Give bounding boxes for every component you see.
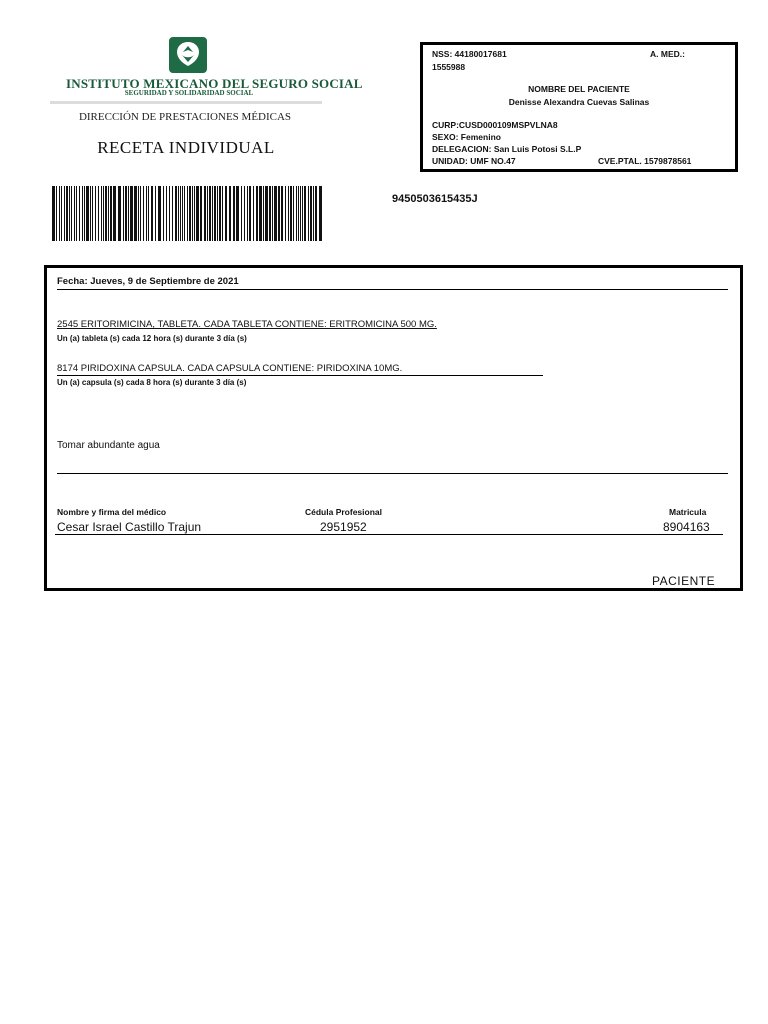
sexo-field: SEXO: Femenino — [432, 132, 501, 142]
barcode-bar — [82, 186, 83, 241]
medication-dose: Un (a) capsula (s) cada 8 hora (s) durante 3 día (s) — [57, 378, 247, 387]
barcode-bar — [265, 186, 268, 241]
barcode-bar — [64, 186, 65, 241]
barcode-bar — [296, 186, 297, 241]
barcode-bar — [302, 186, 303, 241]
barcode-bar — [66, 186, 68, 241]
a-med-label: A. MED.: — [650, 49, 685, 59]
barcode-bar — [143, 186, 144, 241]
patient-name: Denisse Alexandra Cuevas Salinas — [508, 97, 650, 107]
cve-ptal-field: CVE.PTAL. 1579878561 — [598, 156, 692, 166]
barcode-bar — [204, 186, 206, 241]
barcode-bar — [113, 186, 116, 241]
barcode-bar — [95, 186, 96, 241]
barcode-bar — [86, 186, 89, 241]
barcode-bar — [103, 186, 104, 241]
barcode-bar — [278, 186, 280, 241]
barcode-bar — [219, 186, 221, 241]
barcode-bar — [110, 186, 112, 241]
barcode-bar — [304, 186, 306, 241]
barcode-bar — [182, 186, 183, 241]
barcode-bar — [300, 186, 301, 241]
barcode-bar — [169, 186, 170, 241]
barcode-bar — [269, 186, 271, 241]
barcode-bar — [148, 186, 149, 241]
barcode-bar — [233, 186, 235, 241]
barcode-bar — [209, 186, 211, 241]
barcode-bar — [315, 186, 317, 241]
copy-label: PACIENTE — [652, 574, 716, 588]
doctor-name: Cesar Israel Castillo Trajun — [57, 520, 202, 534]
barcode-bar — [274, 186, 277, 241]
barcode-bar — [194, 186, 195, 241]
barcode-bar — [293, 186, 294, 241]
barcode-bar — [319, 186, 322, 241]
barcode-bar — [187, 186, 188, 241]
indicaciones-rule — [57, 473, 728, 474]
barcode-bar — [74, 186, 75, 241]
barcode-bar — [308, 186, 309, 241]
medication-line: 2545 ERITORIMICINA, TABLETA. CADA TABLETA CONTIENE: ERITROMICINA 500 MG. — [57, 319, 437, 330]
barcode-number: 9450503615435J — [392, 193, 478, 205]
barcode-bar — [285, 186, 286, 241]
direccion-label: DIRECCIÓN DE PRESTACIONES MÉDICAS — [78, 111, 292, 123]
barcode-bar — [175, 186, 177, 241]
barcode-bar — [200, 186, 202, 241]
barcode-bar — [310, 186, 312, 241]
barcode-bar — [98, 186, 99, 241]
barcode-bar — [172, 186, 173, 241]
signature-rule — [55, 534, 723, 535]
barcode-bar — [180, 186, 181, 241]
matricula-label: Matricula — [669, 507, 707, 517]
barcode-bar — [207, 186, 208, 241]
barcode-bar — [140, 186, 141, 241]
cedula-value: 2951952 — [320, 520, 367, 534]
institution-subtitle: SEGURIDAD Y SOLIDARIDAD SOCIAL — [124, 89, 254, 97]
barcode-bar — [290, 186, 292, 241]
barcode-bar — [151, 186, 153, 241]
barcode-bar — [259, 186, 262, 241]
barcode-bar — [288, 186, 289, 241]
barcode-bar — [236, 186, 239, 241]
barcode-bar — [189, 186, 191, 241]
barcode-bar — [52, 186, 55, 241]
delegacion-field: DELEGACION: San Luis Potosi S.L.P — [432, 144, 582, 154]
barcode-bar — [298, 186, 299, 241]
barcode-bar — [212, 186, 213, 241]
barcode-image — [51, 186, 324, 241]
barcode-bar — [196, 186, 199, 241]
barcode-bar — [313, 186, 314, 241]
barcode-bar — [272, 186, 273, 241]
barcode-bar — [134, 186, 137, 241]
barcode-bar — [214, 186, 216, 241]
barcode-bar — [222, 186, 223, 241]
barcode-bar — [84, 186, 85, 241]
unidad-field: UNIDAD: UMF NO.47 — [432, 156, 516, 166]
barcode-bar — [158, 186, 161, 241]
a-med-value: 1555988 — [432, 62, 466, 72]
barcode-bar — [217, 186, 218, 241]
barcode-bar — [125, 186, 127, 241]
barcode-bar — [138, 186, 139, 241]
barcode-bar — [128, 186, 129, 241]
barcode-bar — [146, 186, 147, 241]
barcode-bar — [247, 186, 248, 241]
barcode-bar — [263, 186, 264, 241]
barcode-bar — [79, 186, 80, 241]
barcode-bar — [184, 186, 185, 241]
barcode-bar — [256, 186, 258, 241]
barcode-bar — [225, 186, 227, 241]
nss-field: NSS: 44180017681 — [432, 49, 507, 59]
date-underline — [57, 289, 728, 290]
barcode-bar — [76, 186, 77, 241]
imss-eagle-emblem-icon — [168, 36, 208, 74]
doctor-label: Nombre y firma del médico — [57, 507, 167, 517]
barcode-bar — [163, 186, 164, 241]
barcode-bar — [61, 186, 62, 241]
curp-field: CURP:CUSD000109MSPVLNA8 — [432, 120, 558, 130]
barcode-bar — [105, 186, 107, 241]
document-title: RECETA INDIVIDUAL — [97, 138, 275, 157]
indicaciones-text: Tomar abundante agua — [57, 440, 160, 451]
barcode-bar — [244, 186, 245, 241]
barcode-bar — [229, 186, 231, 241]
medication-underline — [57, 375, 543, 376]
barcode-bar — [69, 186, 70, 241]
barcode-bar — [101, 186, 102, 241]
barcode-bar — [59, 186, 60, 241]
barcode-bar — [155, 186, 156, 241]
logo-divider — [50, 101, 322, 104]
barcode-bar — [253, 186, 254, 241]
barcode-bar — [130, 186, 133, 241]
barcode-bar — [118, 186, 121, 241]
prescription-box — [44, 265, 743, 591]
cedula-label: Cédula Profesional — [305, 507, 382, 517]
barcode-bar — [281, 186, 283, 241]
barcode-bar — [56, 186, 57, 241]
barcode-bar — [241, 186, 242, 241]
medication-dose: Un (a) tableta (s) cada 12 hora (s) durante 3 día (s) — [57, 334, 247, 343]
medication-line: 8174 PIRIDOXINA CAPSULA. CADA CAPSULA CONTIENE: PIRIDOXINA 10MG. — [57, 363, 403, 374]
barcode-bar — [166, 186, 167, 241]
patient-name-label: NOMBRE DEL PACIENTE — [528, 84, 630, 94]
barcode-bar — [71, 186, 72, 241]
barcode-bar — [92, 186, 93, 241]
barcode-bar — [123, 186, 124, 241]
prescription-date: Fecha: Jueves, 9 de Septiembre de 2021 — [57, 276, 239, 287]
barcode-bar — [90, 186, 91, 241]
barcode-bar — [178, 186, 179, 241]
institution-name: INSTITUTO MEXICANO DEL SEGURO SOCIAL — [66, 76, 363, 91]
barcode-bar — [249, 186, 251, 241]
matricula-value: 8904163 — [663, 520, 710, 534]
barcode-bar — [108, 186, 109, 241]
barcode-bar — [192, 186, 193, 241]
